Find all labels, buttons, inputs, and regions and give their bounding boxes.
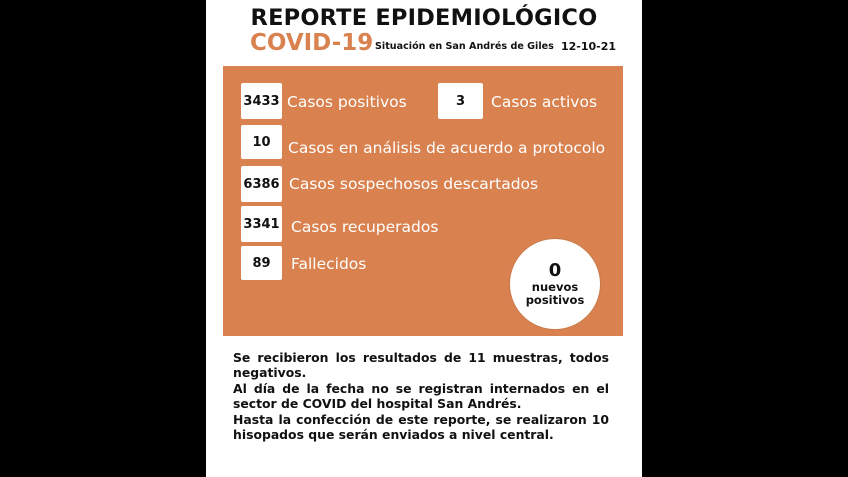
covid-subtitle: COVID-19 (250, 30, 374, 56)
report-date: 12-10-21 (561, 40, 617, 53)
discarded-label: Casos sospechosos descartados (289, 175, 539, 193)
recovered-count: 3341 (241, 206, 282, 242)
stats-panel (223, 66, 623, 336)
active-label: Casos activos (491, 93, 598, 111)
report-card (206, 0, 642, 477)
new-positives-line2: positivos (525, 293, 585, 307)
notes-block (233, 350, 609, 442)
recovered-label: Casos recuperados (291, 218, 439, 236)
new-positives-line1: nuevos (531, 280, 579, 294)
situation-label: Situación en San Andrés de Giles (375, 41, 554, 52)
note-swabs: Hasta la confección de este reporte, se realizaron 10 hisopados que serán enviados a nivel central. (233, 411, 609, 443)
deaths-label: Fallecidos (291, 255, 367, 273)
note-samples: Se recibieron los resultados de 11 muestras, todos negativos. (233, 350, 609, 381)
positives-count: 3433 (241, 83, 282, 119)
active-count: 3 (438, 83, 483, 119)
new-positives-count: 0 (548, 260, 562, 281)
deaths-count: 89 (241, 246, 282, 280)
new-positives-badge (509, 238, 601, 330)
discarded-count: 6386 (241, 166, 282, 202)
analysis-count: 10 (241, 125, 282, 159)
report-title: REPORTE EPIDEMIOLÓGICO (250, 5, 598, 31)
note-hospital: Al día de la fecha no se registran internados en el sector de COVID del hospital San Andrés. (233, 380, 609, 412)
positives-label: Casos positivos (287, 93, 407, 111)
analysis-label: Casos en análisis de acuerdo a protocolo (288, 139, 606, 157)
